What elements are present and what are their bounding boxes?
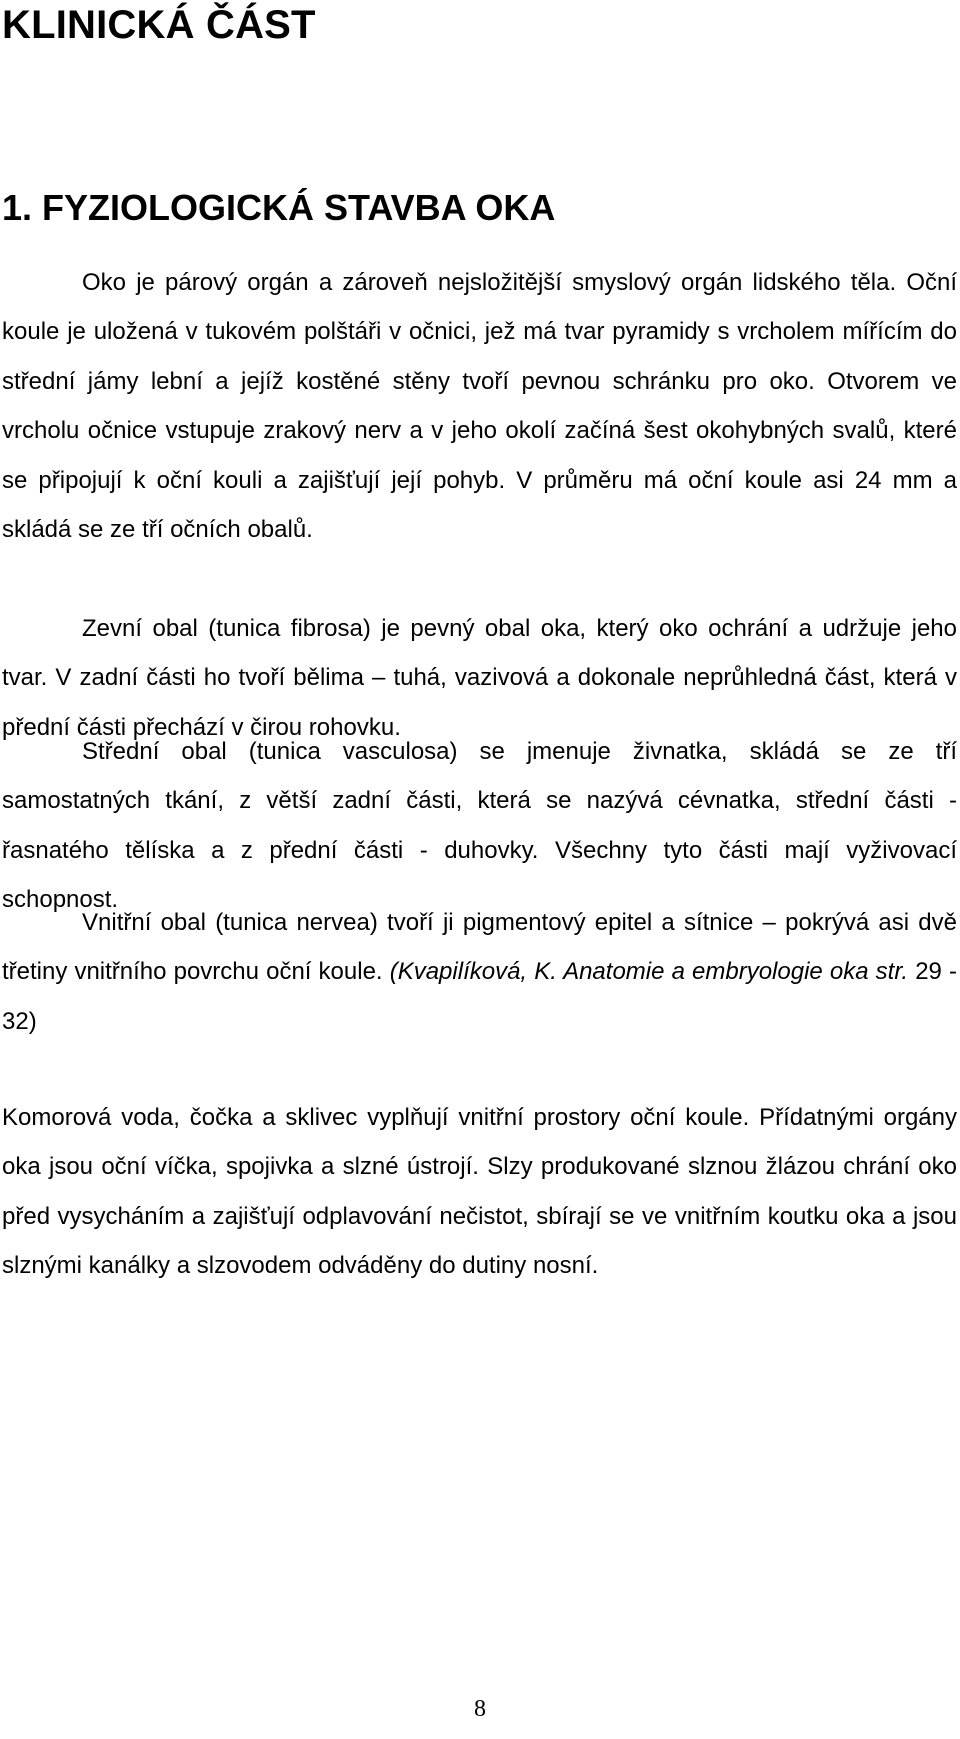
paragraph-text: Komorová voda, čočka a sklivec vyplňují vnitřní prostory oční koule. Přídatnými orgány oka jsou oční víčka, spojivka a slzné ústrojí. Slzy produkované slznou žlázou chrání oko před vysycháním a zajišťují odplavování nečistot, sbírají se ve vnitřním koutku oka a jsou slznými kanálky a slzovodem odváděny do dutiny nosní. <box>2 1104 957 1280</box>
section-title: KLINICKÁ ČÁST <box>2 3 316 47</box>
paragraph-eye-overview <box>2 258 957 554</box>
paragraph-middle-layer <box>2 727 957 925</box>
chapter-title: 1. FYZIOLOGICKÁ STAVBA OKA <box>2 187 556 228</box>
paragraph-text: Zevní obal (tunica fibrosa) je pevný obal oka, který oko ochrání a udržuje jeho tvar. V zadní části ho tvoří bělima – tuhá, vazivová a dokonale neprůhledná část, která v přední části přechází v čirou rohovku. <box>2 615 957 741</box>
paragraph-text: Oko je párový orgán a zároveň nejsložitější smyslový orgán lidského těla. Oční koule je uložená v tukovém polštáři v očnici, jež má tvar pyramidy s vrcholem mířícím do střední jámy lební a jejíž kostěné stěny tvoří pevnou schránku pro oko. Otvorem ve vrcholu očnice vstupuje zrakový nerv a v jeho okolí začíná šest okohybných svalů, které se připojují k oční kouli a zajišťují její pohyb. V průměru má oční koule asi 24 mm a skládá se ze tří očních obalů. <box>2 269 957 544</box>
paragraph-inner-layer <box>2 898 957 1046</box>
paragraph-text: Vnitřní obal (tunica nervea) tvoří ji pigmentový epitel a sítnice – pokrývá asi dvě třetiny vnitřního povrchu oční koule. <box>2 909 957 986</box>
citation-pages: 29 - 32) <box>2 958 957 1035</box>
paragraph-text: Střední obal (tunica vasculosa) se jmenuje živnatka, skládá se ze tří samostatných tkání, z větší zadní části, která se nazývá cévnatka, střední části - řasnatého tělíska a z přední části - duhovky. Všechny tyto části mají vyživovací schopnost. <box>2 738 957 914</box>
paragraph-accessory-organs <box>2 1093 957 1291</box>
page-number: 8 <box>474 1696 486 1722</box>
citation-source: (Kvapilíková, K. Anatomie a embryologie oka str. <box>389 958 909 986</box>
